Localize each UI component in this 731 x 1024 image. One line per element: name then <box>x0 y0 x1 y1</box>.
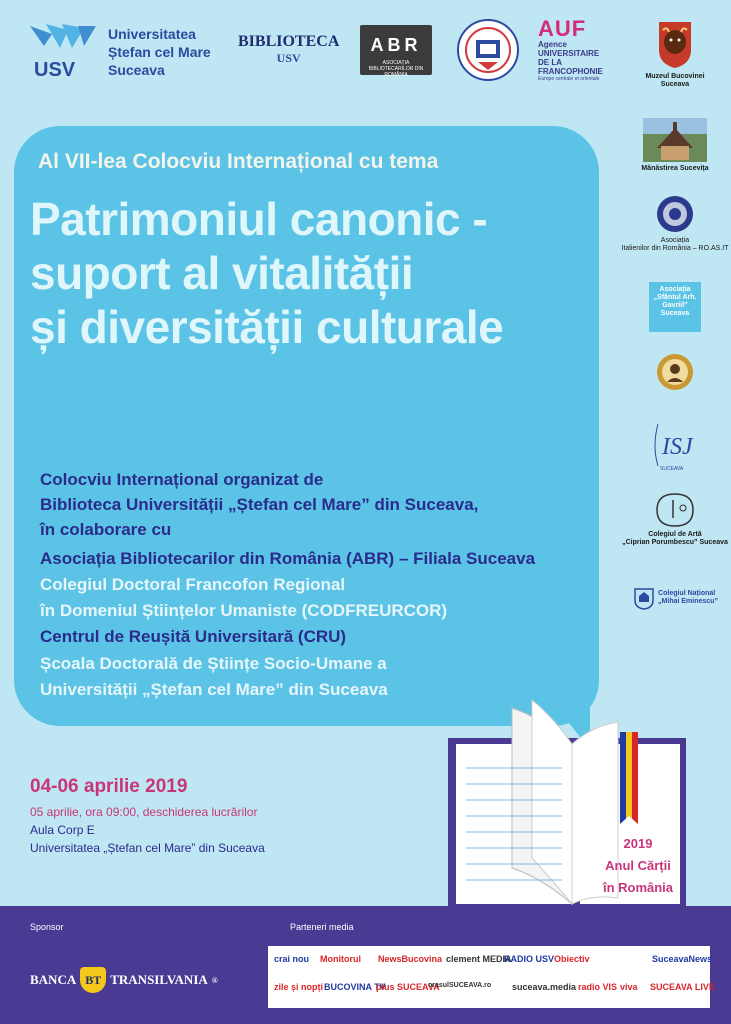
org-line-5: Colegiul Doctoral Francofon Regional <box>40 575 346 594</box>
media-logo: radio VIS <box>578 982 618 992</box>
event-dates: 04-06 aprilie 2019 <box>30 776 188 797</box>
colloquium-subtitle: Al VII-lea Colocviu Internațional cu tema <box>38 150 439 173</box>
partner-colegiul-eminescu: Colegiul Național „Mihai Eminescu” <box>620 586 730 610</box>
book-year-caption: 2019 Anul Cărții în România <box>602 836 674 895</box>
codfreurcor-seal-icon <box>456 18 520 82</box>
org-line-9: Universității „Ștefan cel Mare” din Suceava <box>40 680 388 699</box>
media-logo: SUCEAVA LIVE <box>650 982 715 992</box>
partner-medal <box>620 352 730 395</box>
media-logo: plus SUCEAVA <box>376 982 440 992</box>
org-line-8: Școala Doctorală de Științe Socio-Umane a <box>40 654 387 673</box>
sponsor-label: Sponsor <box>30 922 64 932</box>
media-logo: Monitorul <box>320 954 361 964</box>
roasit-seal-icon <box>655 194 695 234</box>
media-logo: NewsBucovina <box>378 954 443 964</box>
isj-logo-icon <box>650 418 700 474</box>
org-line-6: în Domeniul Științelor Umaniste (CODFREURCOR) <box>40 601 448 620</box>
bt-shield-icon: BT <box>80 967 106 993</box>
event-venue: Universitatea „Ștefan cel Mare” din Suceava <box>30 841 265 855</box>
event-room: Aula Corp E <box>30 823 95 837</box>
media-logo: RADIO USV <box>504 954 555 964</box>
org-line-1: Colocviu Internațional organizat de <box>40 470 324 489</box>
monastery-photo-icon <box>643 118 707 162</box>
eminescu-crest-icon <box>632 586 656 610</box>
abr-logo: ABR ASOCIAȚIA BIBLIOTECARILOR DIN ROMÂNIA <box>360 25 432 75</box>
bison-crest-icon <box>655 18 695 70</box>
partner-roasit: Asociația Italienilor din România – RO.AS.IT <box>620 194 730 253</box>
media-logo: BUCOVINA TV <box>324 982 386 992</box>
partner-colegiul-arta: Colegiul de Artă „Ciprian Porumbescu” Suceava <box>620 492 730 547</box>
biblioteca-logo: BIBLIOTECA USV <box>238 33 340 65</box>
palette-icon <box>653 492 697 528</box>
media-logo: crai nou <box>274 954 310 964</box>
usv-name: Universitatea Ștefan cel Mare Suceava <box>108 26 211 78</box>
auf-logo: AUF Agence UNIVERSITAIRE DE LA FRANCOPHONIE Europe centrale et orientale <box>538 16 603 82</box>
main-headline: Patrimoniul canonic - suport al vitalității și diversității culturale <box>30 193 504 353</box>
media-partners-box <box>268 946 715 1008</box>
partner-sfantul-gavriil: Asociația „Sfântul Arh. Gavriil” Suceava <box>620 282 730 332</box>
svg-text:ISJ: ISJ <box>662 434 693 460</box>
media-logo: orasulSUCEAVA.ro <box>428 982 492 989</box>
org-line-7: Centrul de Reușită Universitară (CRU) <box>40 627 347 646</box>
svg-text:SUCEAVA: SUCEAVA <box>660 466 684 472</box>
partner-muzeul-bucovinei: Muzeul Bucovinei Suceava <box>620 18 730 89</box>
org-line-4: Asociația Bibliotecarilor din România (ABR) – Filiala Suceava <box>40 549 536 568</box>
media-logo: SuceavaNews <box>652 954 713 964</box>
svg-text:USV: USV <box>34 59 76 80</box>
opening-time: 05 aprilie, ora 09:00, deschiderea lucrărilor <box>30 805 258 819</box>
medal-portrait-icon <box>655 352 695 392</box>
media-partners-label: Parteneri media <box>290 922 354 932</box>
media-logo: suceava.media <box>512 982 577 992</box>
media-logo: zile și nopți <box>274 982 324 992</box>
banca-transilvania-logo: BANCA BT TRANSILVANIA ® <box>30 966 230 994</box>
media-logo: viva <box>620 982 638 992</box>
media-logo: clement MEDIA <box>446 954 512 964</box>
partner-manastirea-sucevita: Mănăstirea Sucevița <box>620 118 730 173</box>
media-logo: Obiectiv <box>554 954 590 964</box>
org-line-2: Biblioteca Universității „Ștefan cel Mare” din Suceava, <box>40 495 479 514</box>
org-line-3: în colaborare cu <box>40 520 172 539</box>
usv-logo-icon <box>26 20 98 80</box>
partner-isj-suceava <box>620 418 730 477</box>
